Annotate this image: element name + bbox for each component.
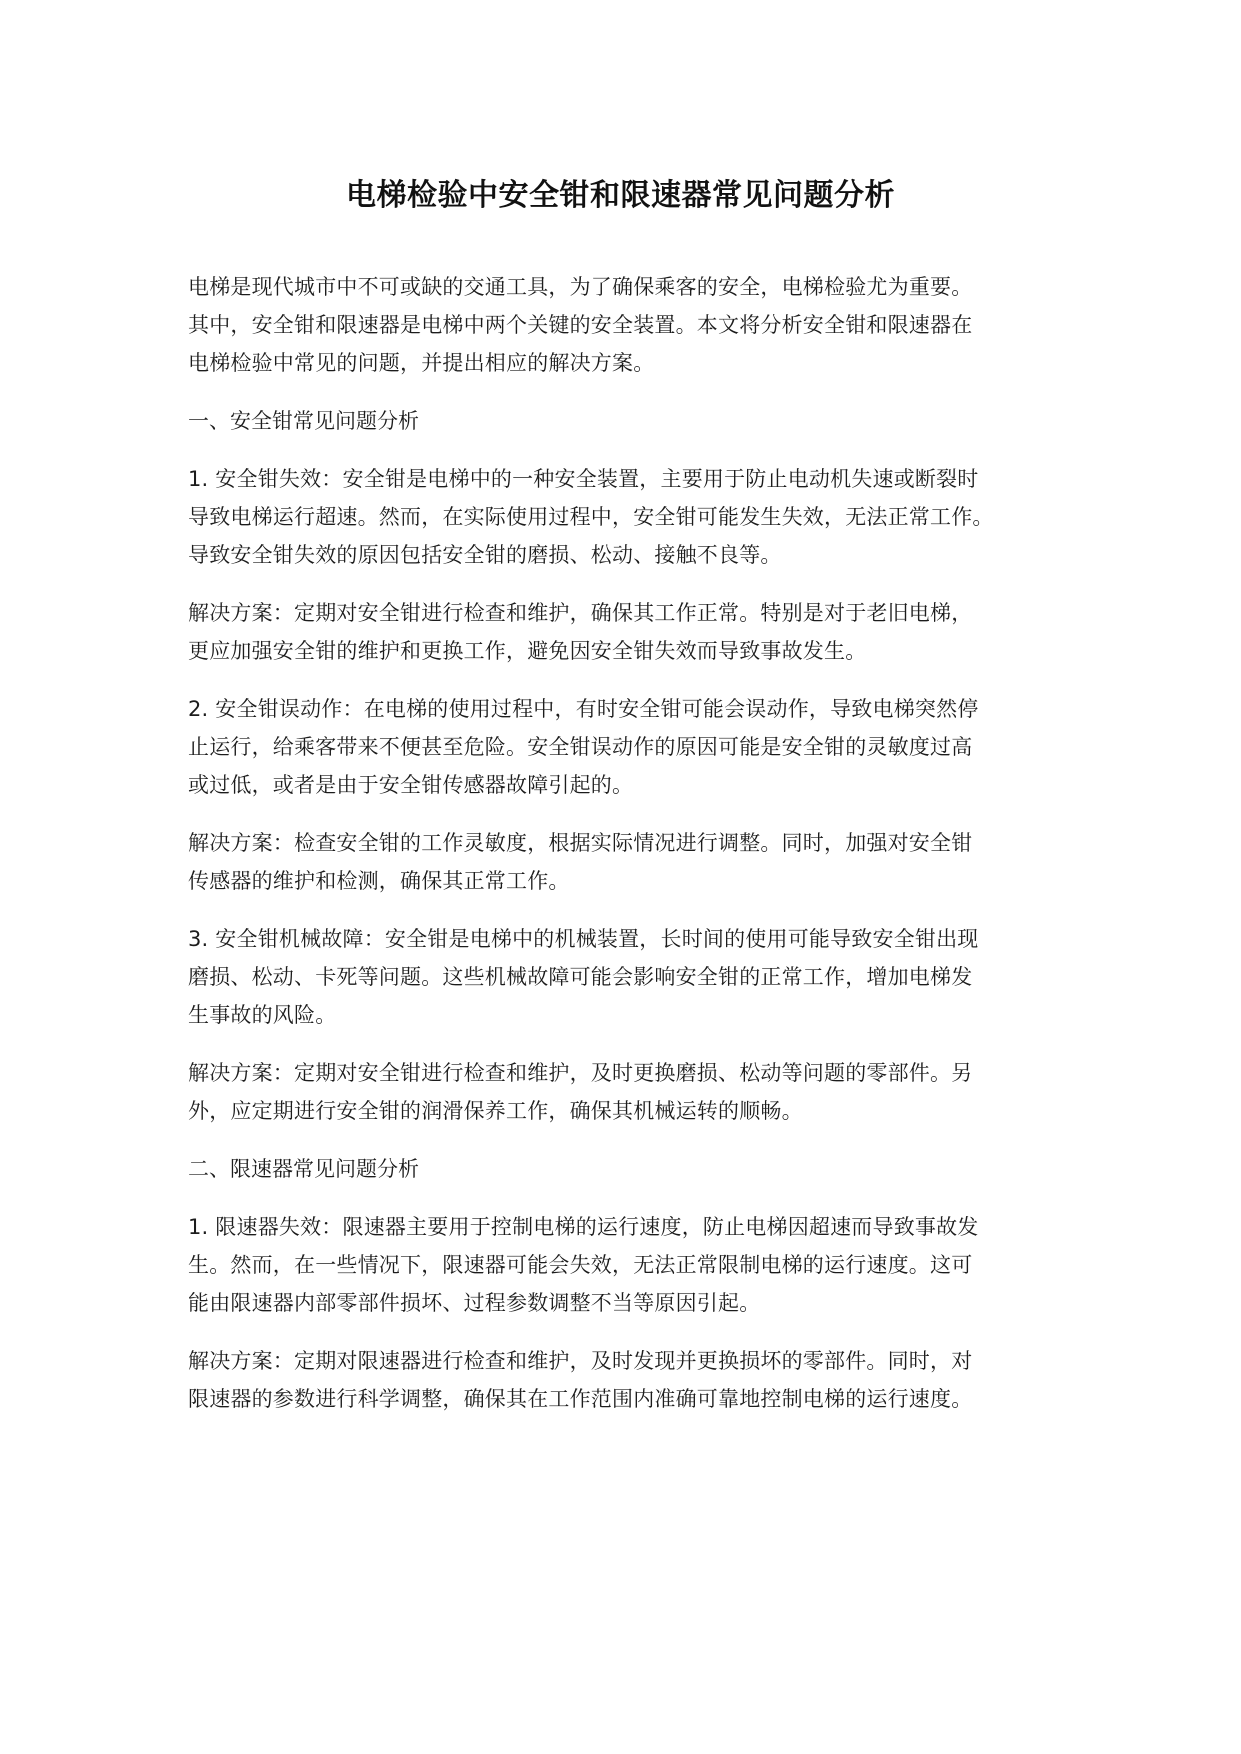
text-line: 导致电梯运行超速。然而，在实际使用过程中，安全钳可能发生失效，无法正常工作。: [188, 505, 994, 529]
document-title: 电梯检验中安全钳和限速器常见问题分析: [346, 178, 895, 213]
text-line: 解决方案：定期对安全钳进行检查和维护，及时更换磨损、松动等问题的零部件。另: [188, 1061, 973, 1085]
paragraph-safety-gear-misoperation: [188, 690, 1068, 804]
text-line: 磨损、松动、卡死等问题。这些机械故障可能会影响安全钳的正常工作，增加电梯发: [188, 965, 973, 989]
text-line: 3. 安全钳机械故障：安全钳是电梯中的机械装置，长时间的使用可能导致安全钳出现: [188, 927, 979, 951]
text-line: 其中，安全钳和限速器是电梯中两个关键的安全装置。本文将分析安全钳和限速器在: [188, 313, 973, 337]
paragraph-solution-1: [188, 594, 1068, 670]
text-line: 更应加强安全钳的维护和更换工作，避免因安全钳失效而导致事故发生。: [188, 639, 867, 663]
text-line: 解决方案：定期对限速器进行检查和维护，及时发现并更换损坏的零部件。同时，对: [188, 1349, 973, 1373]
text-line: 1. 限速器失效：限速器主要用于控制电梯的运行速度，防止电梯因超速而导致事故发: [188, 1215, 979, 1239]
paragraph-safety-gear-failure: [188, 460, 1068, 574]
paragraph-governor-solution: [188, 1342, 1068, 1418]
text-line: 1. 安全钳失效：安全钳是电梯中的一种安全装置，主要用于防止电动机失速或断裂时: [188, 467, 979, 491]
text-line: 生事故的风险。: [188, 1003, 337, 1027]
section-heading-speed-governor: 二、限速器常见问题分析: [188, 1157, 419, 1181]
text-line: 解决方案：检查安全钳的工作灵敏度，根据实际情况进行调整。同时，加强对安全钳: [188, 831, 973, 855]
document-body: [188, 268, 1068, 1438]
text-line: 2. 安全钳误动作：在电梯的使用过程中，有时安全钳可能会误动作，导致电梯突然停: [188, 697, 979, 721]
paragraph-solution-3: [188, 1054, 1068, 1130]
text-line: 或过低，或者是由于安全钳传感器故障引起的。: [188, 773, 634, 797]
text-line: 解决方案：定期对安全钳进行检查和维护，确保其工作正常。特别是对于老旧电梯，: [188, 601, 973, 625]
text-line: 限速器的参数进行科学调整，确保其在工作范围内准确可靠地控制电梯的运行速度。: [188, 1387, 973, 1411]
text-line: 电梯是现代城市中不可或缺的交通工具，为了确保乘客的安全，电梯检验尤为重要。: [188, 275, 973, 299]
section-heading-safety-gear: 一、安全钳常见问题分析: [188, 409, 419, 433]
paragraph-safety-gear-mechanical: [188, 920, 1068, 1034]
text-line: 电梯检验中常见的问题，并提出相应的解决方案。: [188, 351, 655, 375]
paragraph-governor-failure: [188, 1208, 1068, 1322]
text-line: 止运行，给乘客带来不便甚至危险。安全钳误动作的原因可能是安全钳的灵敏度过高: [188, 735, 973, 759]
text-line: 传感器的维护和检测，确保其正常工作。: [188, 869, 570, 893]
text-line: 导致安全钳失效的原因包括安全钳的磨损、松动、接触不良等。: [188, 543, 782, 567]
paragraph-solution-2: [188, 824, 1068, 900]
text-line: 外，应定期进行安全钳的润滑保养工作，确保其机械运转的顺畅。: [188, 1099, 803, 1123]
text-line: 生。然而，在一些情况下，限速器可能会失效，无法正常限制电梯的运行速度。这可: [188, 1253, 973, 1277]
text-line: 能由限速器内部零部件损坏、过程参数调整不当等原因引起。: [188, 1291, 761, 1315]
intro-paragraph: [188, 268, 1068, 382]
